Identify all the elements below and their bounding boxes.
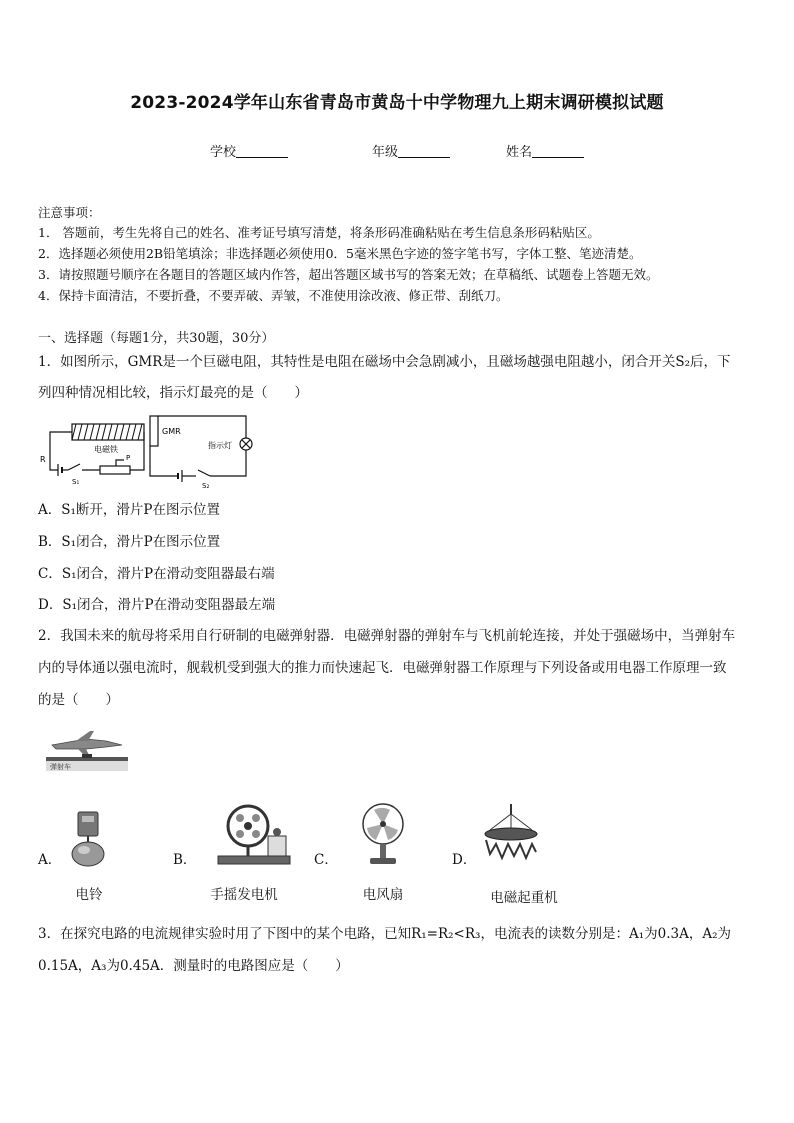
q1-option-a: A．S₁断开，滑片P在图示位置 bbox=[38, 502, 220, 518]
q2-line-2: 内的导体通以强电流时，舰载机受到强大的推力而快速起飞．电磁弹射器工作原理与下列设备或用电器工作原理一致 bbox=[38, 660, 727, 676]
q2-option-a-name: 电铃 bbox=[75, 887, 103, 903]
name-blank bbox=[532, 145, 584, 158]
school-label: 学校 bbox=[210, 145, 237, 160]
note-item-2: 2．选择题必须使用2B铅笔填涂；非选择题必须使用0．5毫米黑色字迹的签字笔书写，字体工整、笔迹清楚。 bbox=[38, 246, 642, 261]
school-blank bbox=[236, 145, 288, 158]
q1-line-1: 1．如图所示，GMR是一个巨磁电阻，其特性是电阻在磁场中会急剧减小，且磁场越强电阻越小，闭合开关S₂后，下 bbox=[38, 354, 731, 370]
name-label: 姓名 bbox=[506, 145, 533, 160]
fig-lamp-label: 指示灯 bbox=[208, 441, 232, 450]
q3-line-1: 3．在探究电路的电流规律实验时用了下图中的某个电路，已知R₁=R₂<R₃，电流表的读数分别是：A₁为0.3A，A₂为 bbox=[38, 926, 731, 942]
fig-s1-label: S₁ bbox=[72, 478, 80, 486]
q1-line-2: 列四种情况相比较，指示灯最亮的是（ ） bbox=[38, 385, 308, 401]
name-field bbox=[506, 141, 584, 160]
q2-option-c-name: 电风扇 bbox=[362, 887, 404, 903]
q2-line-3: 的是（ ） bbox=[38, 692, 119, 708]
q2-option-d-letter: D． bbox=[452, 852, 477, 868]
grade-field bbox=[372, 141, 450, 160]
note-item-1: 1． 答题前，考生先将自己的姓名、准考证号填写清楚，将条形码准确粘贴在考生信息条形码粘贴区。 bbox=[38, 225, 600, 240]
note-item-4: 4．保持卡面清洁，不要折叠，不要弄破、弄皱，不准使用涂改液、修正带、刮纸刀。 bbox=[38, 288, 509, 303]
hand-generator-icon bbox=[212, 802, 296, 868]
fig-p-label: P bbox=[126, 454, 131, 462]
q2-option-b-letter: B． bbox=[173, 852, 197, 868]
notes-heading: 注意事项： bbox=[38, 205, 101, 220]
q1-option-c: C．S₁闭合，滑片P在滑动变阻器最右端 bbox=[38, 566, 275, 582]
q1-option-d: D．S₁闭合，滑片P在滑动变阻器最左端 bbox=[38, 597, 276, 613]
fig-electromagnet-label: 电磁铁 bbox=[94, 445, 118, 454]
school-field bbox=[210, 141, 288, 160]
electric-fan-icon bbox=[356, 802, 410, 868]
q2-option-c-letter: C． bbox=[314, 852, 338, 868]
q3-line-2: 0.15A，A₃为0.45A．测量时的电路图应是（ ） bbox=[38, 958, 349, 974]
q2-option-a-letter: A． bbox=[38, 852, 62, 868]
q2-option-d-name: 电磁起重机 bbox=[490, 890, 558, 906]
note-item-3: 3．请按照题号顺序在各题目的答题区域内作答，超出答题区域书写的答案无效；在草稿纸、试题卷上答题无效。 bbox=[38, 267, 659, 282]
page-title: 2023-2024学年山东省青岛市黄岛十中学物理九上期末调研模拟试题 bbox=[130, 93, 664, 113]
grade-label: 年级 bbox=[372, 145, 399, 160]
q1-circuit-diagram bbox=[38, 410, 268, 490]
fig-r-label: R bbox=[40, 455, 46, 464]
electric-bell-icon bbox=[62, 806, 114, 870]
catapult-figure bbox=[46, 727, 128, 771]
catapult-label: 弹射车 bbox=[50, 763, 71, 771]
q1-option-b: B．S₁闭合，滑片P在图示位置 bbox=[38, 534, 221, 550]
q2-line-1: 2．我国未来的航母将采用自行研制的电磁弹射器．电磁弹射器的弹射车与飞机前轮连接，并处于强磁场中，当弹射车 bbox=[38, 628, 736, 644]
section-heading: 一、选择题（每题1分，共30题，30分） bbox=[38, 331, 275, 346]
q2-option-b-name: 手摇发电机 bbox=[210, 887, 278, 903]
fig-gmr-label: GMR bbox=[162, 427, 181, 436]
fig-s2-label: S₂ bbox=[202, 482, 210, 490]
grade-blank bbox=[398, 145, 450, 158]
electromagnetic-crane-icon bbox=[478, 804, 544, 864]
